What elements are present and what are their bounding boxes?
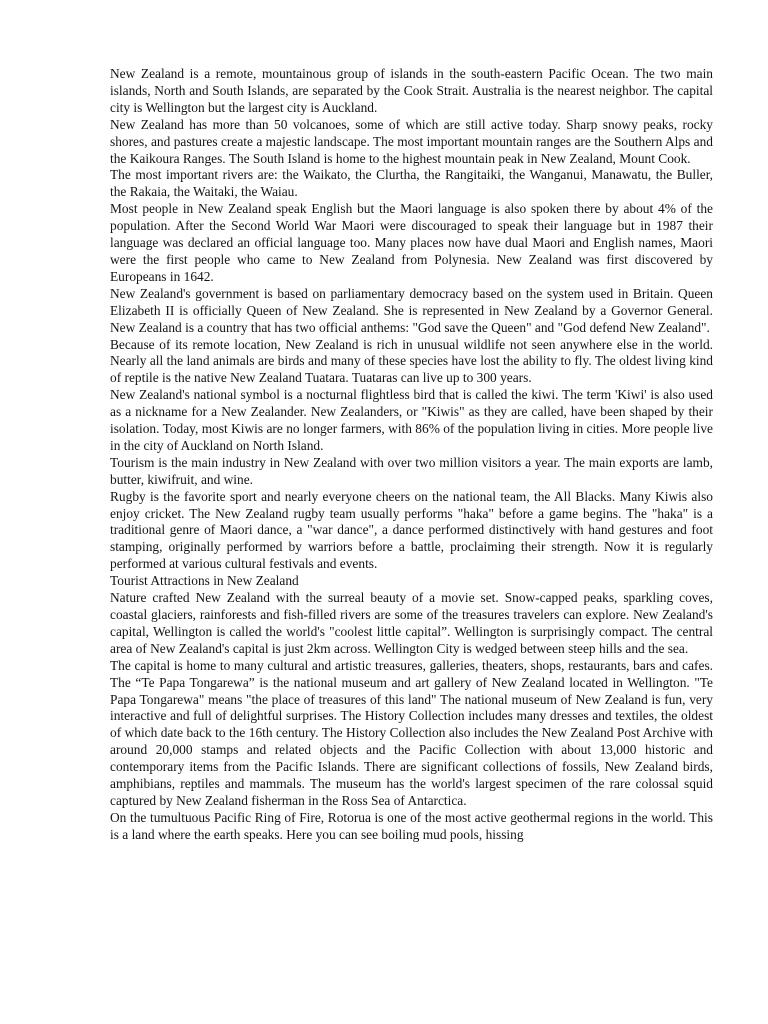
paragraph-wildlife: Because of its remote location, New Zealand is rich in unusual wildlife not seen anywhere else in the world. Nearly all the land animals are birds and many of these species have lost the ability to fly. The oldest living kind of reptile is the native New Zealand Tuatara. Tuataras can live up to 300 years.	[110, 336, 713, 386]
paragraph-government: New Zealand's government is based on parliamentary democracy based on the system used in Britain. Queen Elizabeth II is officially Queen of New Zealand. She is represented in New Zealand by a Governor General. New Zealand is a country that has two official anthems: "God save the Queen" and "God defend New Zealand".	[110, 285, 713, 335]
document-page	[110, 66, 713, 844]
paragraph-museum: The capital is home to many cultural and artistic treasures, galleries, theaters, shops, restaurants, bars and cafes. The “Te Papa Tongarewa” is the national museum and art gallery of New Zealand located in Wellington. "Te Papa Tongarewa" means "the place of treasures of this land" The national museum of New Zealand is fun, very interactive and full of delightful surprises. The History Collection includes many dresses and textiles, the oldest of which date back to the 16th century. The History Collection also includes the New Zealand Post Archive with around 20,000 stamps and related objects and the Pacific Collection with about 13,000 historic and contemporary items from the Pacific Islands. There are significant collections of fossils, New Zealand birds, amphibians, reptiles and mammals. The museum has the world's largest specimen of the rare colossal squid captured by New Zealand fisherman in the Ross Sea of Antarctica.	[110, 657, 713, 808]
paragraph-nature: Nature crafted New Zealand with the surreal beauty of a movie set. Snow-capped peaks, sparkling coves, coastal glaciers, rainforests and fish-filled rivers are some of the treasures travelers can explore. New Zealand's capital, Wellington is called the world's "coolest little capital”. Wellington is surprisingly compact. The central area of New Zealand's capital is just 2km across. Wellington City is wedged between steep hills and the sea.	[110, 590, 713, 656]
paragraph-language: Most people in New Zealand speak English but the Maori language is also spoken there by about 4% of the population. After the Second World War Maori were discouraged to speak their language but in 1987 their language was declared an official language too. Many places now have dual Maori and English names, Maori were the first people who came to New Zealand from Polynesia. New Zealand was first discovered by Europeans in 1642.	[110, 201, 713, 284]
paragraph-rivers: The most important rivers are: the Waikato, the Clurtha, the Rangitaiki, the Wanganui, Manawatu, the Buller, the Rakaia, the Waitaki, the Waiau.	[110, 167, 713, 200]
paragraph-rotorua: On the tumultuous Pacific Ring of Fire, Rotorua is one of the most active geothermal regions in the world. This is a land where the earth speaks. Here you can see boiling mud pools, hissing	[110, 809, 713, 842]
paragraph-kiwi: New Zealand's national symbol is a nocturnal flightless bird that is called the kiwi. The term 'Kiwi' is also used as a nickname for a New Zealander. New Zealanders, or "Kiwis" as they are called, have been shaped by their isolation. Today, most Kiwis are no longer farmers, with 86% of the population living in cities. More people live in the city of Auckland on North Island.	[110, 387, 713, 453]
section-heading: Tourist Attractions in New Zealand	[110, 573, 299, 589]
paragraph-intro: New Zealand is a remote, mountainous group of islands in the south-eastern Pacific Ocean. The two main islands, North and South Islands, are separated by the Cook Strait. Australia is the nearest neighbor. The capital city is Wellington but the largest city is Auckland.	[110, 66, 713, 115]
paragraph-tourism: Tourism is the main industry in New Zealand with over two million visitors a year. The main exports are lamb, butter, kiwifruit, and wine.	[110, 454, 713, 487]
paragraph-rugby: Rugby is the favorite sport and nearly everyone cheers on the national team, the All Blacks. Many Kiwis also enjoy cricket. The New Zealand rugby team usually performs "haka" before a game begins. The "haka" is a traditional genre of Maori dance, a "war dance", a dance performed distinctively with hand gestures and foot stamping, originally performed by warriors before a battle, proclaiming their strength. Now it is regularly performed at various cultural festivals and events.	[110, 488, 713, 572]
paragraph-volcanoes: New Zealand has more than 50 volcanoes, some of which are still active today. Sharp snowy peaks, rocky shores, and pastures create a majestic landscape. The most important mountain ranges are the Southern Alps and the Kaikoura Ranges. The South Island is home to the highest mountain peak in New Zealand, Mount Cook.	[110, 116, 713, 166]
